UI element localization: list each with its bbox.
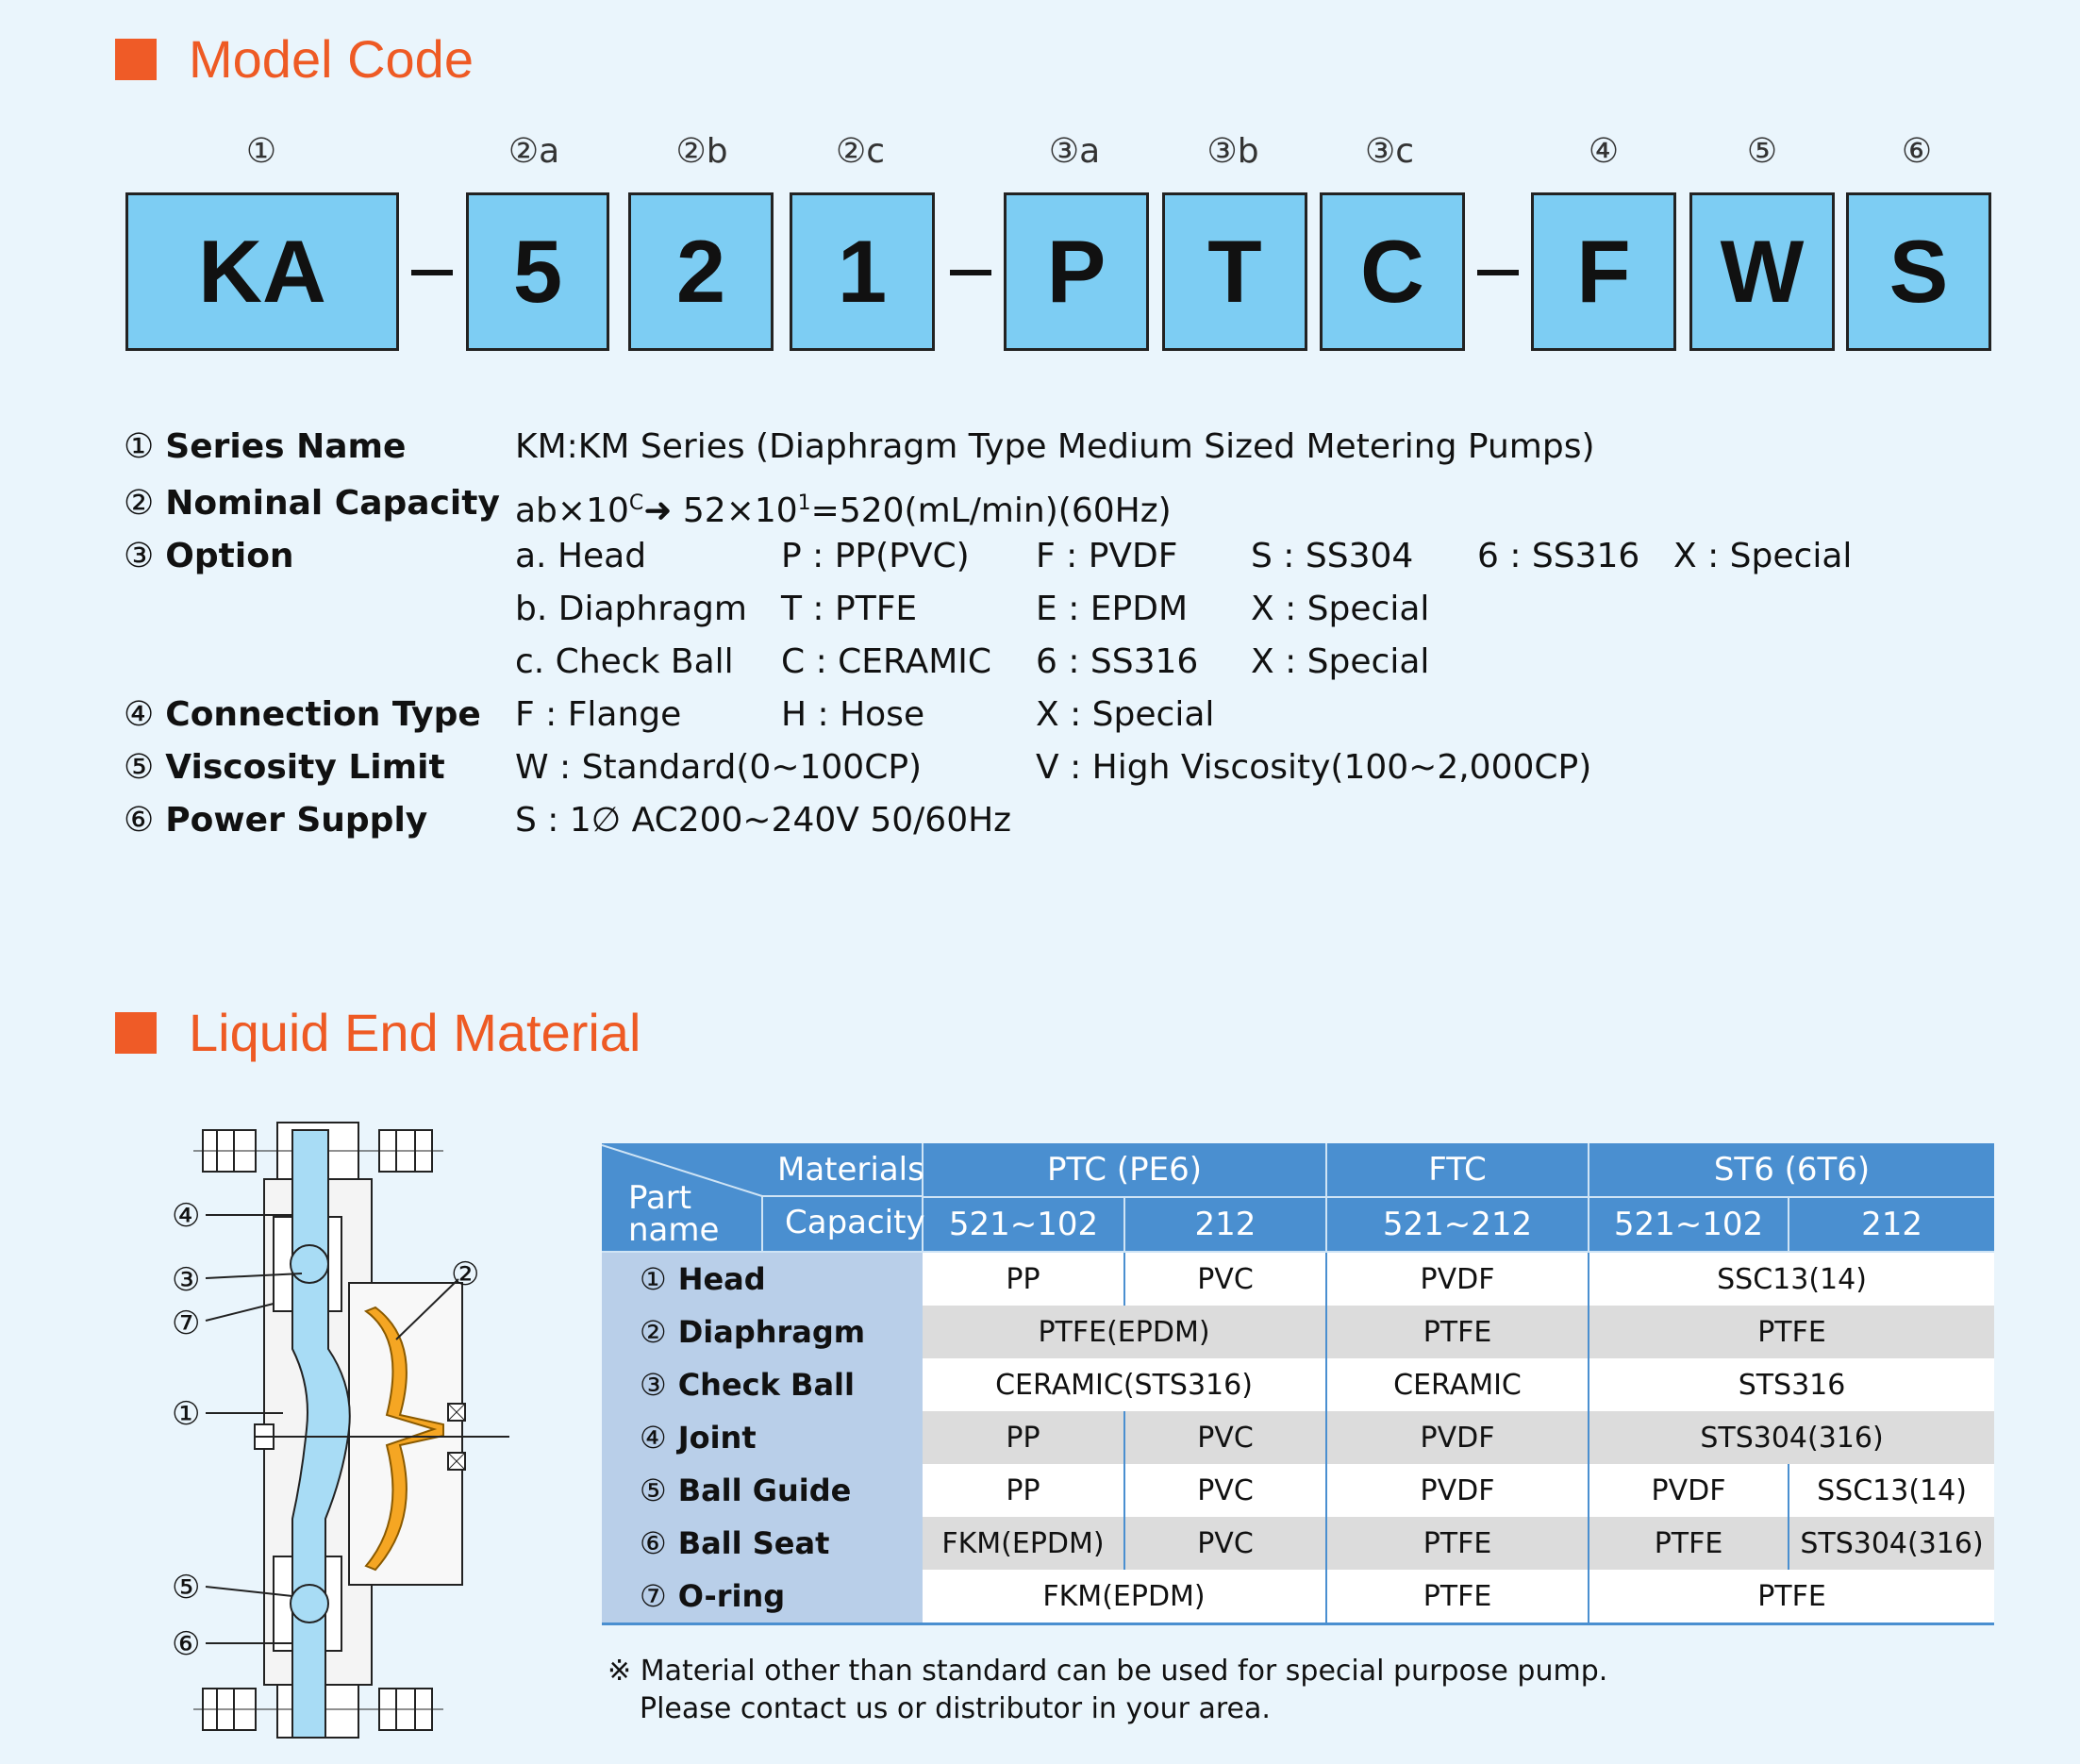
formula-result: =520(mL/min)(60Hz): [810, 491, 1172, 530]
table-row: [602, 1517, 1994, 1570]
formula-base: ab×10: [515, 491, 629, 530]
diagram-callout: ④: [172, 1197, 201, 1235]
option-value: X : Special: [1251, 590, 1430, 628]
material-cell: SSC13(14): [1589, 1252, 1994, 1306]
circled-number: ③: [640, 1367, 667, 1403]
definition-label: Nominal Capacity: [165, 484, 500, 523]
diagram-callout: ①: [172, 1395, 201, 1433]
code-box-option-b: T: [1162, 192, 1307, 351]
material-cell: PP: [923, 1411, 1124, 1464]
circled-number: ⑤: [124, 748, 155, 787]
section-title-liquid-end: [115, 1002, 641, 1063]
material-cell: STS304(316): [1789, 1517, 1994, 1570]
table-row: [602, 1306, 1994, 1358]
section-marker-square: [115, 39, 157, 80]
material-cell: PVC: [1124, 1411, 1326, 1464]
arrow-icon: ➜: [643, 491, 673, 530]
part-name-cell: [602, 1252, 923, 1306]
code-box-option-a: P: [1004, 192, 1149, 351]
material-cell: PP: [923, 1252, 1124, 1306]
table-corner-cell: [602, 1143, 923, 1252]
section-title-model-code: [115, 28, 474, 90]
option-value: F : Flange: [515, 695, 682, 734]
material-cell: FKM(EPDM): [923, 1517, 1124, 1570]
material-cell: PVC: [1124, 1252, 1326, 1306]
note-symbol: ※: [607, 1655, 632, 1688]
corner-materials-label: Materials: [777, 1151, 924, 1189]
group-header-ptc: PTC (PE6): [923, 1143, 1326, 1197]
part-name: Head: [677, 1261, 766, 1297]
position-label: ⑥: [1901, 132, 1933, 171]
option-value: T : PTFE: [781, 590, 918, 628]
code-box-viscosity: W: [1689, 192, 1835, 351]
code-box-capacity-b: 2: [628, 192, 774, 351]
diagram-callout: ⑦: [172, 1305, 201, 1342]
option-value: b. Diaphragm: [515, 590, 747, 628]
code-separator: [411, 270, 453, 275]
definition-label: Power Supply: [165, 801, 428, 840]
capacity-formula: [515, 483, 1172, 532]
definition-series-name: [124, 426, 406, 468]
option-value: c. Check Ball: [515, 642, 734, 681]
material-note-line-1: [607, 1655, 1607, 1688]
material-cell: FKM(EPDM): [923, 1570, 1326, 1624]
definition-nominal-capacity: [124, 483, 500, 524]
option-value: P : PP(PVC): [781, 537, 970, 575]
material-cell: PVC: [1124, 1464, 1326, 1517]
material-cell: PVDF: [1326, 1411, 1589, 1464]
circled-number: ⑤: [640, 1473, 667, 1508]
material-cell: STS304(316): [1589, 1411, 1994, 1464]
position-label: ②a: [508, 132, 560, 171]
definition-viscosity-limit: [124, 747, 445, 789]
code-separator: [1477, 270, 1519, 275]
material-cell: PP: [923, 1464, 1124, 1517]
code-box-connection: F: [1531, 192, 1676, 351]
material-cell: PVC: [1124, 1517, 1326, 1570]
part-name-cell: [602, 1570, 923, 1624]
definition-label: Viscosity Limit: [165, 748, 445, 787]
capacity-header: 212: [1789, 1197, 1994, 1252]
circled-number: ④: [640, 1420, 667, 1456]
circled-number: ③: [124, 537, 155, 575]
table-row: [602, 1358, 1994, 1411]
diagram-callout: ②: [451, 1256, 480, 1293]
material-cell: PTFE(EPDM): [923, 1306, 1326, 1358]
option-value: 6 : SS316: [1036, 642, 1199, 681]
corner-part-label: Part: [628, 1179, 692, 1217]
material-cell: STS316: [1589, 1358, 1994, 1411]
table-row: [602, 1570, 1994, 1624]
definition-label: Connection Type: [165, 695, 481, 734]
circled-number: ④: [124, 695, 155, 734]
circled-number: ②: [640, 1314, 667, 1350]
material-cell: PTFE: [1589, 1517, 1789, 1570]
corner-name-label: name: [628, 1211, 720, 1249]
option-value: C : CERAMIC: [781, 642, 992, 681]
part-name: O-ring: [677, 1578, 786, 1614]
definition-power-supply: [124, 800, 427, 841]
group-header-st6: ST6 (6T6): [1589, 1143, 1994, 1197]
part-name-cell: [602, 1306, 923, 1358]
formula-exponent: C: [628, 491, 644, 515]
diagram-callout: ⑥: [172, 1625, 201, 1663]
code-box-option-c: C: [1320, 192, 1465, 351]
diagram-callout: ⑤: [172, 1569, 201, 1606]
definition-label: Option: [165, 537, 294, 575]
table-row: [602, 1464, 1994, 1517]
capacity-header: 212: [1124, 1197, 1326, 1252]
option-value: S : 1∅ AC200~240V 50/60Hz: [515, 801, 1012, 840]
diagram-callout: ③: [172, 1261, 201, 1299]
material-cell: CERAMIC(STS316): [923, 1358, 1326, 1411]
definition-option: [124, 536, 294, 577]
circled-number: ②: [124, 484, 155, 523]
position-label: ④: [1588, 132, 1620, 171]
option-value: E : EPDM: [1036, 590, 1188, 628]
position-label: ③a: [1048, 132, 1101, 171]
position-label: ③c: [1364, 132, 1415, 171]
position-label: ①: [245, 132, 277, 171]
code-box-series: KA: [125, 192, 399, 351]
material-cell: PVDF: [1326, 1252, 1589, 1306]
position-label: ⑤: [1746, 132, 1778, 171]
pump-cross-section-diagram: [160, 1104, 519, 1755]
definition-value: KM:KM Series (Diaphragm Type Medium Sized Metering Pumps): [515, 427, 1595, 466]
material-cell: PVDF: [1326, 1464, 1589, 1517]
part-name-cell: [602, 1411, 923, 1464]
circled-number: ①: [124, 427, 155, 466]
table-row: [602, 1252, 1994, 1306]
material-cell: PTFE: [1326, 1306, 1589, 1358]
code-box-capacity-a: 5: [466, 192, 609, 351]
formula-exponent: 1: [797, 491, 811, 515]
corner-capacity-label: Capacity: [785, 1204, 925, 1241]
section-title-text: Model Code: [189, 29, 474, 89]
option-value: a. Head: [515, 537, 647, 575]
section-marker-square: [115, 1012, 157, 1054]
option-value: X : Special: [1251, 642, 1430, 681]
part-name: Check Ball: [677, 1367, 855, 1403]
code-box-capacity-c: 1: [790, 192, 935, 351]
option-value: W : Standard(0~100CP): [515, 748, 923, 787]
part-name: Ball Seat: [677, 1525, 830, 1561]
part-name-cell: [602, 1517, 923, 1570]
group-header-ftc: FTC: [1326, 1143, 1589, 1197]
option-value: F : PVDF: [1036, 537, 1178, 575]
material-cell: PTFE: [1326, 1570, 1589, 1624]
part-name: Diaphragm: [677, 1314, 866, 1350]
capacity-header: 521~102: [1589, 1197, 1789, 1252]
option-value: X : Special: [1673, 537, 1853, 575]
circled-number: ⑥: [640, 1525, 667, 1561]
material-cell: PTFE: [1326, 1517, 1589, 1570]
circled-number: ⑥: [124, 801, 155, 840]
option-value: V : High Viscosity(100~2,000CP): [1036, 748, 1592, 787]
liquid-end-material-table: [602, 1143, 1994, 1625]
table-row: [602, 1411, 1994, 1464]
material-cell: SSC13(14): [1789, 1464, 1994, 1517]
material-cell: PTFE: [1589, 1570, 1994, 1624]
option-value: 6 : SS316: [1477, 537, 1640, 575]
circled-number: ①: [640, 1261, 667, 1297]
position-label: ③b: [1206, 132, 1259, 171]
definition-label: Series Name: [165, 427, 407, 466]
code-separator: [950, 270, 991, 275]
part-name-cell: [602, 1358, 923, 1411]
material-cell: PVDF: [1589, 1464, 1789, 1517]
part-name: Joint: [677, 1420, 757, 1456]
material-cell: PTFE: [1589, 1306, 1994, 1358]
code-box-power: S: [1846, 192, 1991, 351]
part-name-cell: [602, 1464, 923, 1517]
option-value: H : Hose: [781, 695, 925, 734]
note-text: Material other than standard can be used for special purpose pump.: [640, 1655, 1608, 1688]
capacity-header: 521~212: [1326, 1197, 1589, 1252]
option-value: S : SS304: [1251, 537, 1414, 575]
circled-number: ⑦: [640, 1578, 667, 1614]
formula-mid: 52×10: [672, 491, 798, 530]
capacity-header: 521~102: [923, 1197, 1124, 1252]
section-title-text: Liquid End Material: [189, 1003, 641, 1062]
definition-connection-type: [124, 694, 481, 736]
part-name: Ball Guide: [677, 1473, 852, 1508]
material-note-line-2: Please contact us or distributor in your area.: [640, 1692, 1271, 1725]
position-label: ②c: [835, 132, 886, 171]
table-header-row: [602, 1143, 1994, 1197]
option-value: X : Special: [1036, 695, 1215, 734]
position-label: ②b: [675, 132, 728, 171]
material-cell: CERAMIC: [1326, 1358, 1589, 1411]
